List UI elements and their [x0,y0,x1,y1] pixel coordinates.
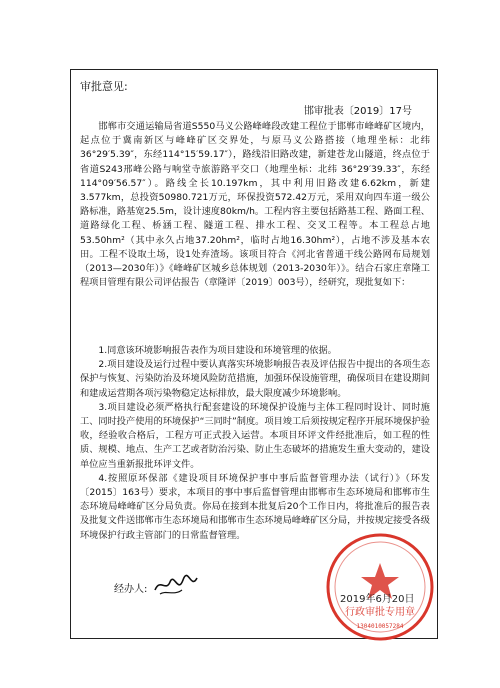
item-1: 1.同意该环境影响报告表作为项目建设和环境管理的依据。 [98,345,337,356]
seal-text: 行政审批专用章 [345,607,415,618]
seal-number: 1304010057284 [356,623,404,630]
section-title: 审批意见: [80,80,128,93]
item-4: 4.按照原环保部《建设项目环境保护事中事后监督管理办法（试行）》（环发〔2015〕163号）要求，本项目的事中事后监督管理由邯郸市生态环境局和邯郸市生态环境局峰峰矿区分局负责。你局在接到本批复后20个工作日内，将批准后的报告表及批复文件送邯郸市生态环境局和邯郸市生态环境局峰峰矿区分局，并按规定接受各级环境保护行政主管部门的日常监督管理。 [80,472,430,541]
item-3: 3.项目建设必须严格执行配套建设的环境保护设施与主体工程同时设计、同时施工、同时投产使用的环境保护“三同时”制度。项目竣工后须按规定程序开展环境保护验收，经验收合格后，工程方可正式投入运营。本项目环评文件经批准后，如工程的性质、规模、地点、生产工艺或者防治污染、防止生态破坏的措施发生重大变动的，建设单位应当重新报批环评文件。 [80,401,430,470]
approval-items [80,344,430,543]
project-description: 邯郸市交通运输局省道S550马义公路峰峰段改建工程位于邯郸市峰峰矿区境内，起点位于冀南新区与峰峰矿区交界处，与原马义公路搭接（地理坐标：北纬 36°29′5.39″，东经114°15′59.17″），路线沿旧路改建，新建苍龙山隧道，终点位于省道S243邢峰公路与响堂寺旅游路平交口（地理坐标：北纬 36°29′39.33″，东经114°09′56.57″）。路线全长10.197km，其中利用旧路改建6.62km，新建3.577km，总投资50980.721万元，环保投资572.42万元，采用双向四车道一级公路标准，路基宽25.5m，设计速度80km/h。工程内容主要包括路基工程、路面工程、道路绿化工程、桥涵工程、隧道工程、排水工程、交叉工程等。本工程总占地53.50hm²（其中永久占地37.20hm²，临时占地16.30hm²），占地不涉及基本农田。工程不设取土场，设1处弃渣场。该项目符合《河北省普通干线公路网布局规划（2013—2030年）》《峰峰矿区城乡总体规划（2013-2030年）》。结合石家庄章隆工程项目管理有限公司评估报告（章隆评〔2019〕003号），经研究，现批复如下： [80,121,430,289]
item-2: 2.项目建设及运行过程中要认真落实环境影响报告表及评估报告中提出的各项生态保护与恢复、污染防治及环境风险防范措施，加强环保设施管理，确保项目在建设期间和建成运营期各项污染物稳定达标排放，最大限度减少环境影响。 [80,359,430,399]
approval-body [80,120,430,290]
document-number: 邯审批表〔2019〕17号 [303,106,412,117]
official-seal [320,527,440,647]
handler-label: 经办人: [114,584,148,595]
handwritten-signature [152,572,200,598]
approval-date: 2019年6月20日 [340,594,415,605]
